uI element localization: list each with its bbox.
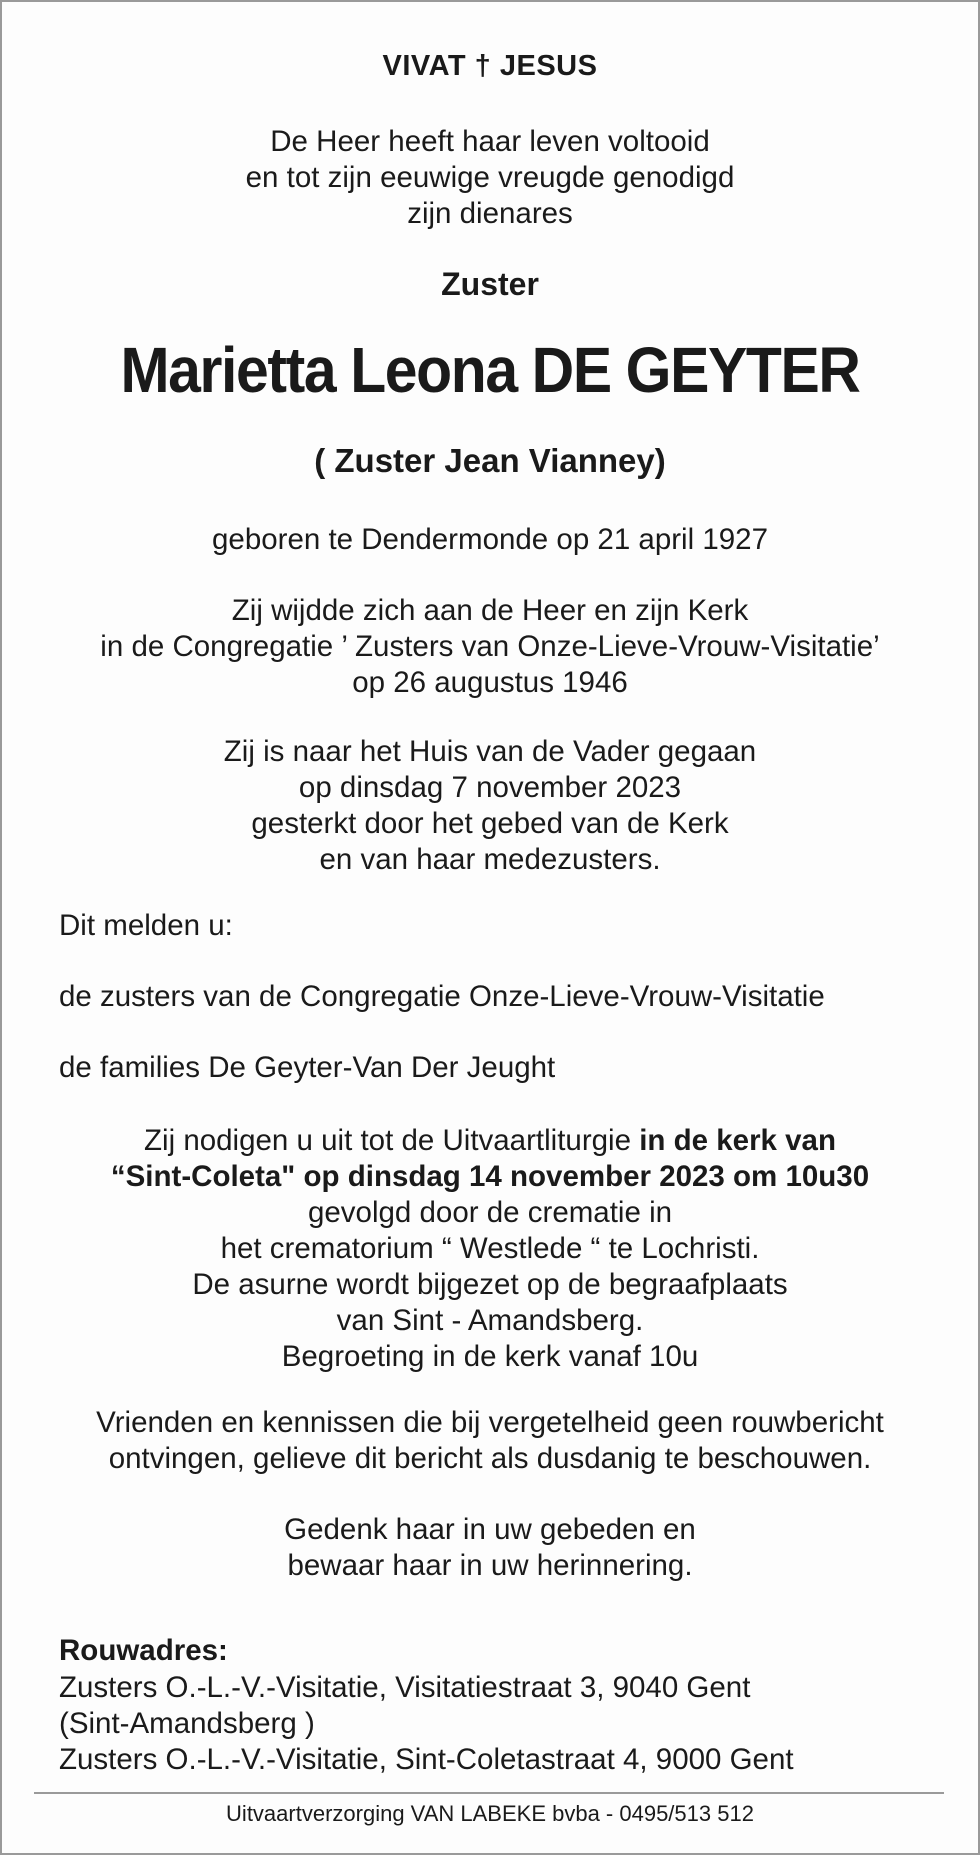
- address-line: Zusters O.-L.-V.-Visitatie, Sint-Coletastraat 4, 9000 Gent: [59, 1743, 794, 1776]
- title-text: Zuster: [441, 266, 539, 302]
- funeral-line: [0, 1159, 980, 1195]
- address-heading: Rouwadres:: [59, 1634, 228, 1667]
- vows-line: op 26 augustus 1946: [352, 666, 628, 699]
- vows-text: [0, 593, 980, 701]
- remember-line: bewaar haar in uw herinnering.: [287, 1549, 693, 1582]
- footer-text: Uitvaartverzorging VAN LABEKE bvba - 0495/513 512: [226, 1801, 754, 1826]
- religious-name: ( Zuster Jean Vianney): [314, 442, 666, 479]
- intro-line: De Heer heeft haar leven voltooid: [270, 125, 710, 158]
- intro-text: [0, 124, 980, 232]
- vows-line: in de Congregatie ’ Zusters van Onze-Lieve-Vrouw-Visitatie’: [100, 630, 880, 663]
- death-line: gesterkt door het gebed van de Kerk: [251, 807, 729, 840]
- intro-line: en tot zijn eeuwige vreugde genodigd: [245, 161, 735, 194]
- remember-line: Gedenk haar in uw gebeden en: [284, 1513, 696, 1546]
- funeral-line: gevolgd door de crematie in: [307, 1196, 673, 1229]
- death-text: [0, 734, 980, 878]
- funeral-line: [0, 1123, 980, 1159]
- funeral-line: van Sint - Amandsberg.: [336, 1304, 644, 1337]
- funeral-line: Begroeting in de kerk vanaf 10u: [281, 1340, 699, 1373]
- funeral-line1-normal: Zij nodigen u uit tot de Uitvaartliturgie: [144, 1124, 640, 1157]
- death-line: Zij is naar het Huis van de Vader gegaan: [223, 735, 757, 768]
- intro-line: zijn dienares: [407, 197, 573, 230]
- address-line: (Sint-Amandsberg ): [59, 1707, 315, 1740]
- header-text: VIVAT † JESUS: [382, 50, 598, 82]
- footer-divider: [34, 1792, 944, 1794]
- funeral-text: [0, 1123, 980, 1375]
- birth-text: geboren te Dendermonde op 21 april 1927: [212, 523, 768, 556]
- announce-text: Dit melden u:: [59, 909, 233, 942]
- deceased-name: Marietta Leona DE GEYTER: [120, 334, 860, 406]
- death-line: op dinsdag 7 november 2023: [298, 771, 682, 804]
- friends-line: Vrienden en kennissen die bij vergetelheid geen rouwbericht: [96, 1406, 884, 1439]
- remember-text: [0, 1512, 980, 1584]
- funeral-line1-bold: in de kerk van: [639, 1124, 836, 1157]
- death-line: en van haar medezusters.: [319, 843, 661, 876]
- vows-line: Zij wijdde zich aan de Heer en zijn Kerk: [231, 594, 749, 627]
- funeral-line: het crematorium “ Westlede “ te Lochristi.: [220, 1232, 760, 1265]
- address-lines: [59, 1670, 794, 1778]
- families-text: de families De Geyter-Van Der Jeught: [59, 1051, 556, 1084]
- address-line: Zusters O.-L.-V.-Visitatie, Visitatiestraat 3, 9040 Gent: [59, 1671, 751, 1704]
- funeral-line: De asurne wordt bijgezet op de begraafplaats: [192, 1268, 788, 1301]
- friends-line: ontvingen, gelieve dit bericht als dusdanig te beschouwen.: [108, 1442, 872, 1475]
- sisters-text: de zusters van de Congregatie Onze-Lieve-Vrouw-Visitatie: [59, 980, 825, 1013]
- friends-text: [0, 1405, 980, 1477]
- funeral-line2-bold: “Sint-Coleta" op dinsdag 14 november 2023 om 10u30: [110, 1160, 870, 1193]
